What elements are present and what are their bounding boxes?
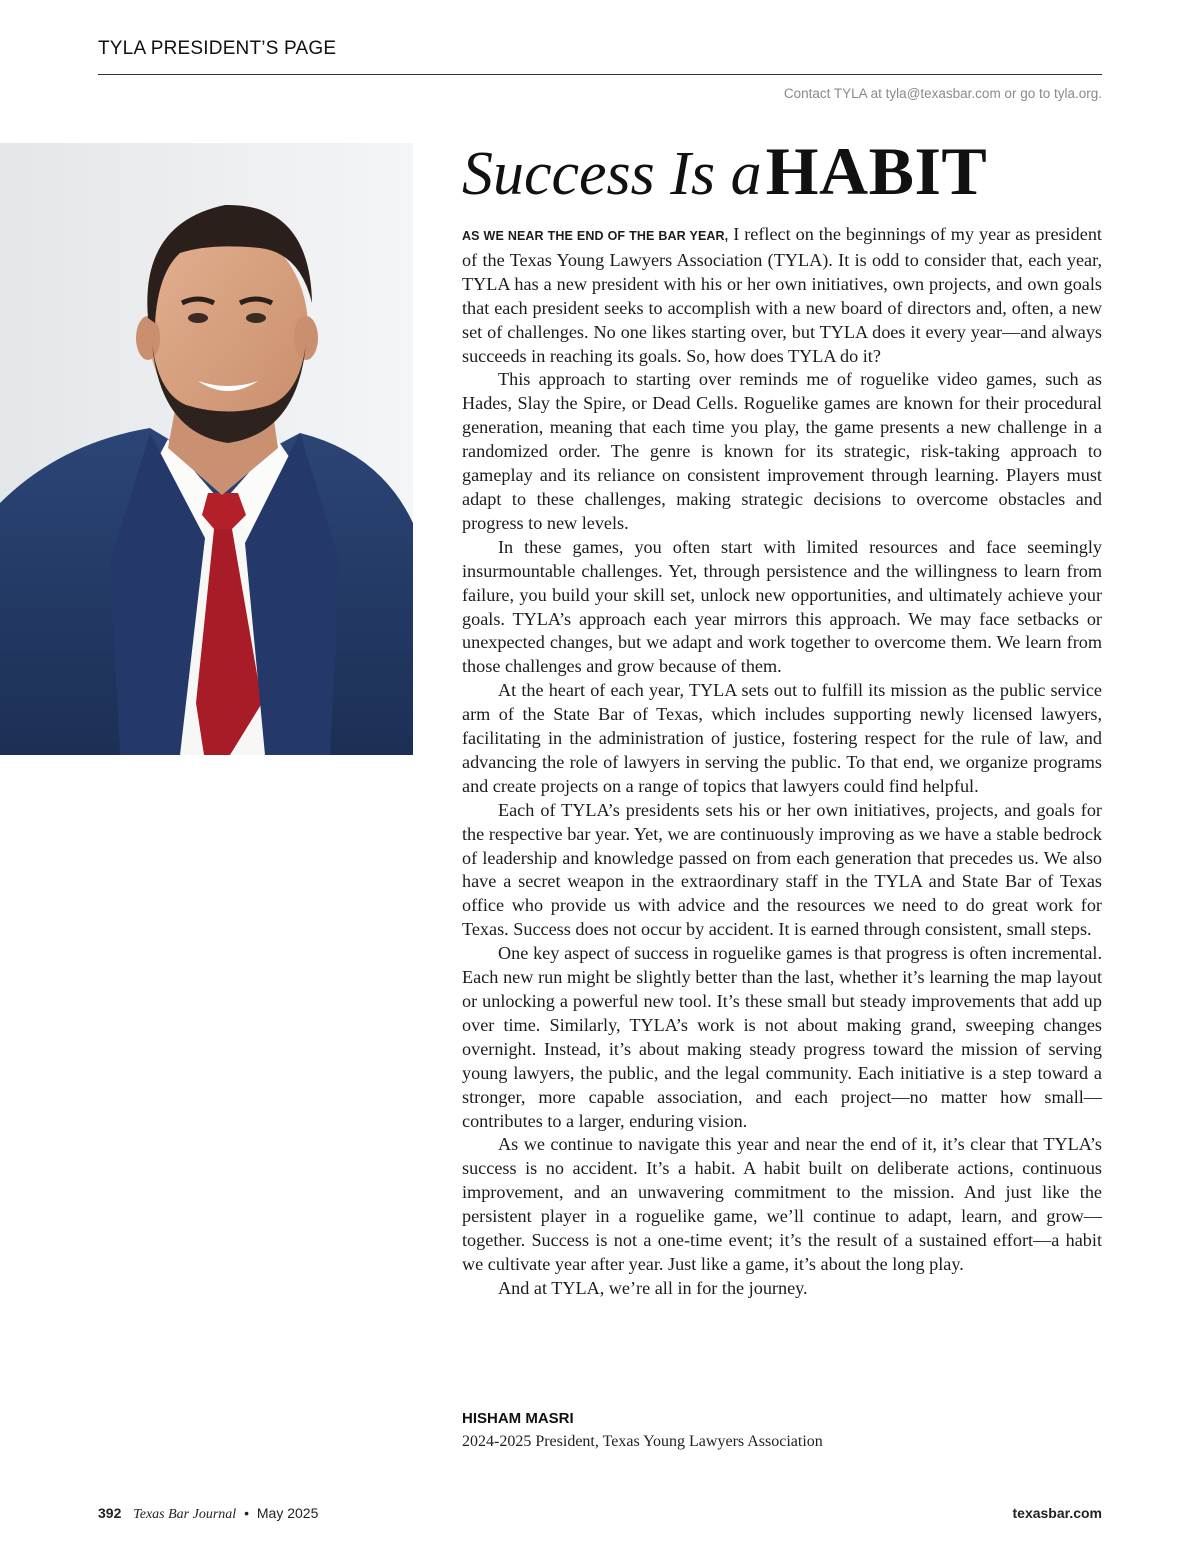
footer-folio [98, 1505, 318, 1523]
lead-in: AS WE NEAR THE END OF THE BAR YEAR, [462, 229, 729, 243]
article-paragraph: At the heart of each year, TYLA sets out to fulfill its mission as the public service arm of the State Bar of Texas, which includes supporting newly licensed lawyers, facilitating in the administration of justice, fostering respect for the rule of law, and advancing the role of lawyers in serving the public. To that end, we organize programs and create projects on a range of topics that lawyers could find helpful. [462, 680, 1102, 796]
article-paragraph: This approach to starting over reminds me of roguelike video games, such as Hades, Slay the Spire, or Dead Cells. Roguelike games are known for their procedural generation, meaning that each time you play, the game presents a new challenge in a randomized order. The genre is known for its strategic, risk-taking approach to gameplay and its reliance on consistent improvement through learning. Players must adapt to these challenges, making strategic decisions to overcome obstacles and progress to new levels. [462, 369, 1102, 533]
author-name: HISHAM MASRI [462, 1410, 574, 1427]
lead-paragraph-text: I reflect on the beginnings of my year as president of the Texas Young Lawyers Association (TYLA). It is odd to consider that, each year, TYLA has a new president with his or her own initiatives, own projects, and own goals that each president seeks to accomplish with a new board of directors and, often, a new set of challenges. No one likes starting over, but TYLA does it every year—and always succeeds in reaching its goals. So, how does TYLA do it? [462, 224, 1102, 366]
section-title: TYLA PRESIDENT’S PAGE [98, 38, 337, 59]
article-paragraph [462, 223, 1102, 368]
article-paragraph: Each of TYLA’s presidents sets his or her own initiatives, projects, and goals for the respective bar year. Yet, we are continuously improving as we have a stable bedrock of leadership and knowledge passed on from each generation that precedes us. We also have a secret weapon in the extraordinary staff in the TYLA and State Bar of Texas office who provide us with advice and the resources we need to do great work for Texas. Success does not occur by accident. It is earned through consistent, small steps. [462, 799, 1102, 940]
website-link[interactable]: texasbar.com [1012, 1505, 1102, 1521]
headline-bold: HABIT [765, 133, 988, 209]
article-headline [462, 132, 987, 211]
header-divider [98, 74, 1102, 75]
article-paragraph: One key aspect of success in roguelike games is that progress is often incremental. Each new run might be slightly better than the last, whether it’s learning the map layout or unlocking a powerful new tool. It’s these small but steady improvements that add up over time. Similarly, TYLA’s work is not about making grand, sweeping changes overnight. Instead, it’s about making steady progress toward the mission of serving young lawyers, the public, and the legal community. Each initiative is a step toward a stronger, more capable association, and each project—no matter how small—contributes to a larger, enduring vision. [462, 943, 1102, 1131]
headline-italic: Success Is a [462, 140, 762, 208]
article-body [462, 223, 1102, 1301]
page-number: 392 [98, 1505, 122, 1521]
article-paragraph: As we continue to navigate this year and near the end of it, it’s clear that TYLA’s success is no accident. It’s a habit. A habit built on deliberate actions, continuous improvement, and an unwavering commitment to the mission. And just like the persistent player in a roguelike game, we’ll continue to adapt, learn, and grow—together. Success is not a one-time event; it’s the result of a sustained effort—a habit we cultivate year after year. Just like a game, it’s about the long play. [462, 1134, 1102, 1274]
issue-date: May 2025 [256, 1505, 319, 1521]
article-paragraph: In these games, you often start with limited resources and face seemingly insurmountable challenges. Yet, through persistence and the willingness to learn from failure, you build your skill set, unlock new opportunities, and ultimately achieve your goals. TYLA’s approach each year mirrors this approach. We may face setbacks or unexpected changes, but we adapt and work together to overcome them. We learn from those challenges and grow because of them. [462, 536, 1102, 677]
publication-name: Texas Bar Journal [133, 1507, 237, 1522]
author-portrait [0, 143, 413, 755]
author-title: 2024-2025 President, Texas Young Lawyers Association [462, 1433, 823, 1450]
bullet-separator: • [244, 1505, 249, 1521]
article-paragraph: And at TYLA, we’re all in for the journey. [498, 1277, 808, 1298]
contact-line: Contact TYLA at tyla@texasbar.com or go to tyla.org. [783, 86, 1102, 101]
